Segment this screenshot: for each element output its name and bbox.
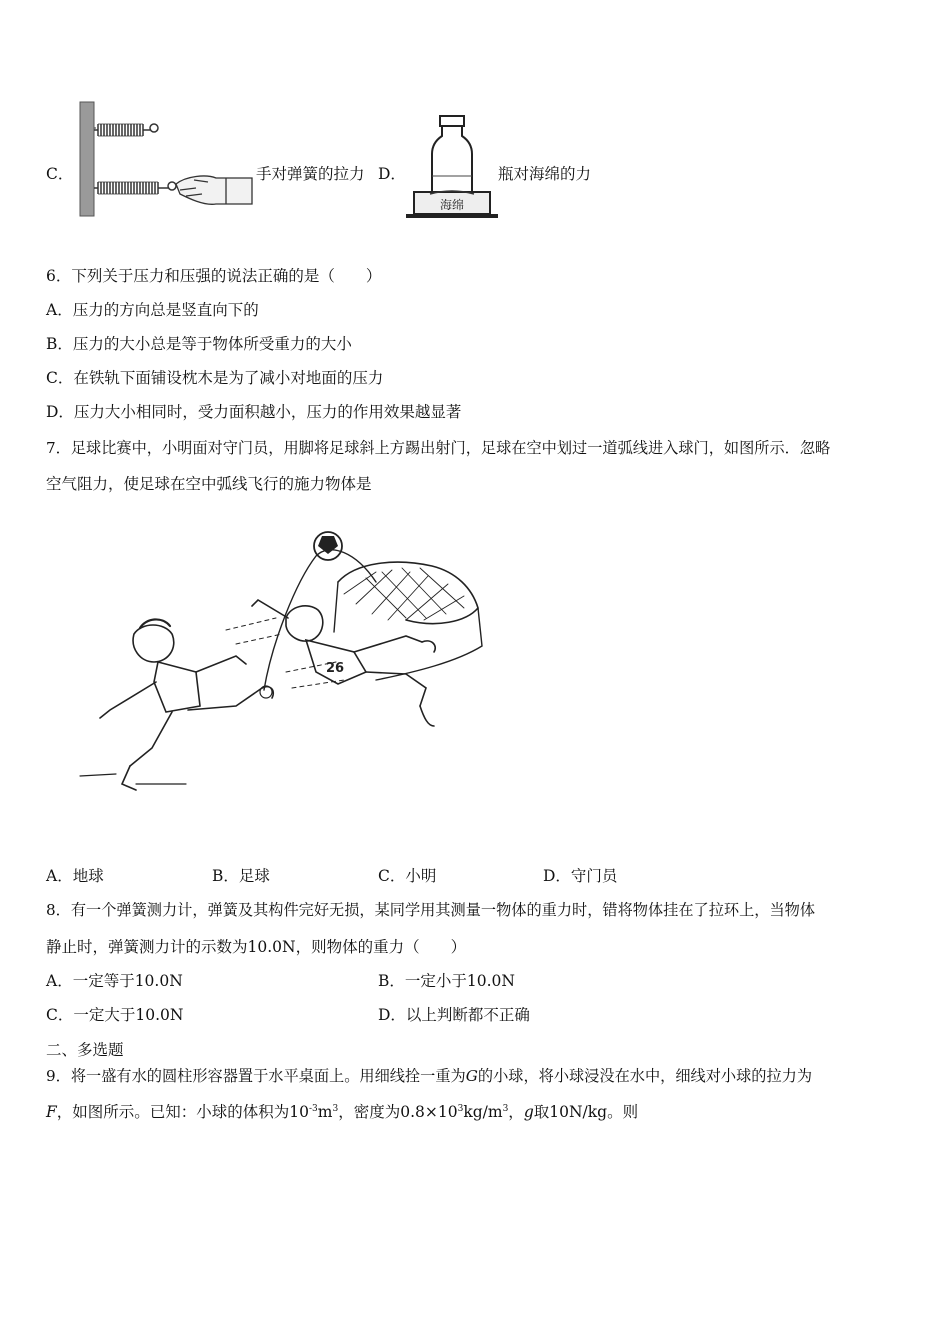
q9-line1 [46,1066,812,1086]
option-d-label: D． [378,165,406,183]
q8-option-a: A．一定等于10.0N [46,972,183,990]
q9-var-g-small: g [523,1103,534,1121]
q6-stem: 6．下列关于压力和压强的说法正确的是（ ） [46,267,382,285]
q8-stem-line2: 静止时，弹簧测力计的示数为10.0N，则物体的重力（ ） [46,938,467,956]
jersey-number: 26 [326,661,345,676]
option-c-label: C． [46,165,74,183]
q9-exp-m3: 3 [332,1103,339,1114]
q7-option-c: C．小明 [378,867,437,885]
section-title: 二、多选题 [46,1041,124,1059]
q7-option-d: D．守门员 [543,867,618,885]
q7-stem-line2: 空气阻力，使足球在空中弧线飞行的施力物体是 [46,475,372,493]
bottle-sponge-figure [402,110,498,222]
q9-line2 [46,1102,638,1122]
q6-option-a: A．压力的方向总是竖直向下的 [46,301,259,319]
soccer-kick-figure [76,522,496,812]
q8-option-c: C．一定大于10.0N [46,1006,184,1024]
q9-exp-density: 3 [457,1103,464,1114]
q9-text-2b: m [317,1103,333,1121]
q9-var-g: G [465,1067,478,1085]
sponge-label: 海绵 [439,198,465,212]
q7-option-a: A．地球 [46,867,104,885]
q9-text-1b: 的小球，将小球浸没在水中，细线对小球的拉力为 [477,1067,812,1085]
q9-text-2f: 取10N/kg。则 [533,1103,639,1121]
q9-var-f: F [46,1103,57,1121]
q9-text-2c: ，密度为0.8×10 [338,1103,458,1121]
q8-option-b: B．一定小于10.0N [378,972,515,990]
q9-text-2e: ， [508,1103,524,1121]
q9-exp-m3b: 3 [502,1103,509,1114]
q9-text-1a: 9．将一盛有水的圆柱形容器置于水平桌面上。用细线拴一重为 [46,1067,466,1085]
q9-text-2d: kg/m [463,1103,503,1121]
spring-hand-figure [76,98,256,220]
q7-stem-line1: 7．足球比赛中，小明面对守门员，用脚将足球斜上方踢出射门，足球在空中划过一道弧线进入球门，如图所示．忽略 [46,439,831,457]
q6-option-b: B．压力的大小总是等于物体所受重力的大小 [46,335,352,353]
q9-text-2a: ，如图所示。已知：小球的体积为10 [56,1103,309,1121]
q6-option-d: D．压力大小相同时，受力面积越小，压力的作用效果越显著 [46,403,462,421]
hand-icon [176,176,252,204]
q6-option-c: C．在铁轨下面铺设枕木是为了减小对地面的压力 [46,369,384,387]
option-c-caption: 手对弹簧的拉力 [256,165,365,183]
q8-option-d: D．以上判断都不正确 [378,1006,530,1024]
q9-exp-volume: -3 [309,1103,318,1114]
option-d-caption: 瓶对海绵的力 [498,165,592,183]
q8-stem-line1: 8．有一个弹簧测力计，弹簧及其构件完好无损，某同学用其测量一物体的重力时，错将物体挂在了拉环上，当物体 [46,901,816,919]
q7-option-b: B．足球 [212,867,270,885]
